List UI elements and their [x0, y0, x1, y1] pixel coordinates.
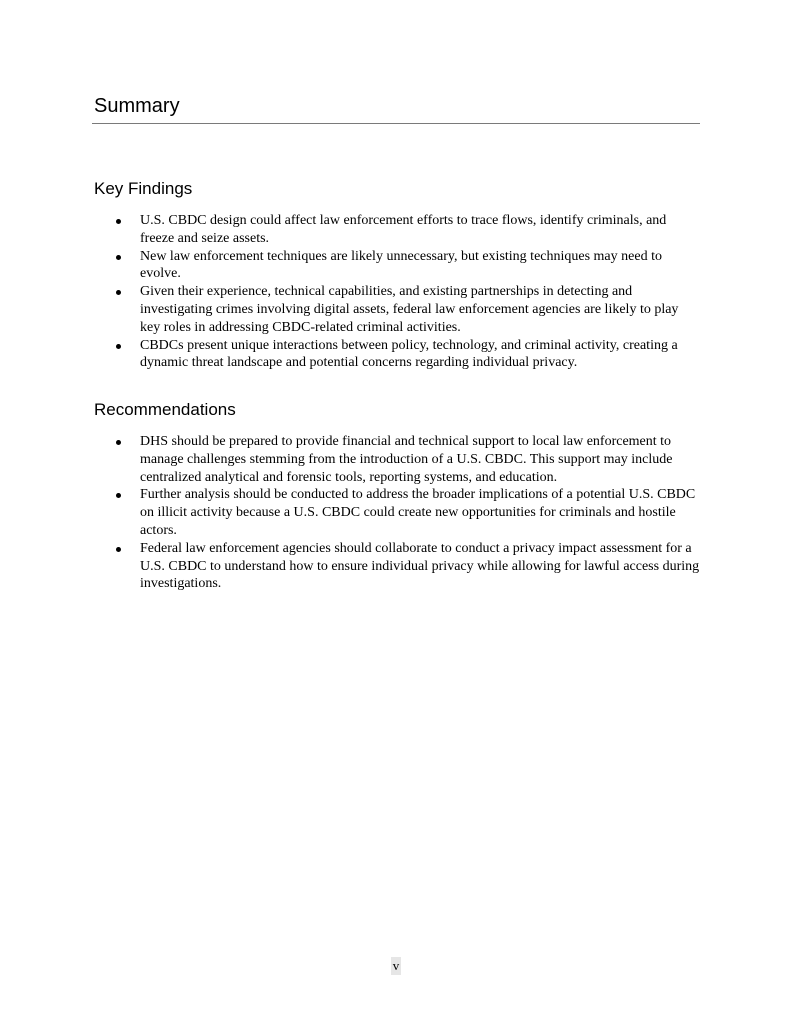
list-item-text: CBDCs present unique interactions between policy, technology, and criminal activity, creating a dynamic threat landscape and potential concerns regarding individual privacy.: [140, 337, 678, 371]
list-item-text: DHS should be prepared to provide financial and technical support to local law enforcement to manage challenges stemming from the introduction of a U.S. CBDC. This support may include centralized analytical and forensic tools, reporting systems, and education.: [140, 434, 673, 485]
bullet-icon: [116, 440, 121, 445]
recommendations-heading: Recommendations: [94, 400, 236, 419]
bullet-icon: [116, 255, 121, 260]
key-findings-heading: Key Findings: [94, 179, 193, 198]
page-number: v: [392, 958, 400, 973]
list-item-text: New law enforcement techniques are likely unnecessary, but existing techniques may need to evolve.: [140, 248, 662, 282]
recommendations-list: [112, 433, 702, 593]
list-item: [112, 212, 702, 248]
list-item: [112, 486, 702, 539]
list-item: [112, 337, 702, 373]
bullet-icon: [116, 547, 121, 552]
list-item: [112, 433, 702, 486]
bullet-icon: [116, 493, 121, 498]
title-divider: [92, 123, 700, 124]
list-item: [112, 283, 702, 336]
bullet-icon: [116, 219, 121, 224]
list-item-text: Federal law enforcement agencies should collaborate to conduct a privacy impact assessment for a U.S. CBDC to understand how to ensure individual privacy while allowing for lawful access during investigations.: [140, 540, 700, 592]
bullet-icon: [116, 290, 121, 295]
bullet-icon: [116, 344, 121, 349]
list-item: [112, 540, 702, 593]
list-item-text: U.S. CBDC design could affect law enforcement efforts to trace flows, identify criminals, and freeze and seize assets.: [140, 213, 667, 246]
page-title: Summary: [94, 95, 180, 117]
list-item-text: Further analysis should be conducted to address the broader implications of a potential U.S. CBDC on illicit activity because a U.S. CBDC could create new opportunities for criminals and hostile actors.: [140, 487, 696, 538]
list-item-text: Given their experience, technical capabilities, and existing partnerships in detecting and investigating crimes involving digital assets, federal law enforcement agencies are likely to play key roles in addressing CBDC-related criminal activities.: [140, 284, 679, 335]
list-item: [112, 248, 702, 284]
key-findings-list: [112, 212, 702, 372]
